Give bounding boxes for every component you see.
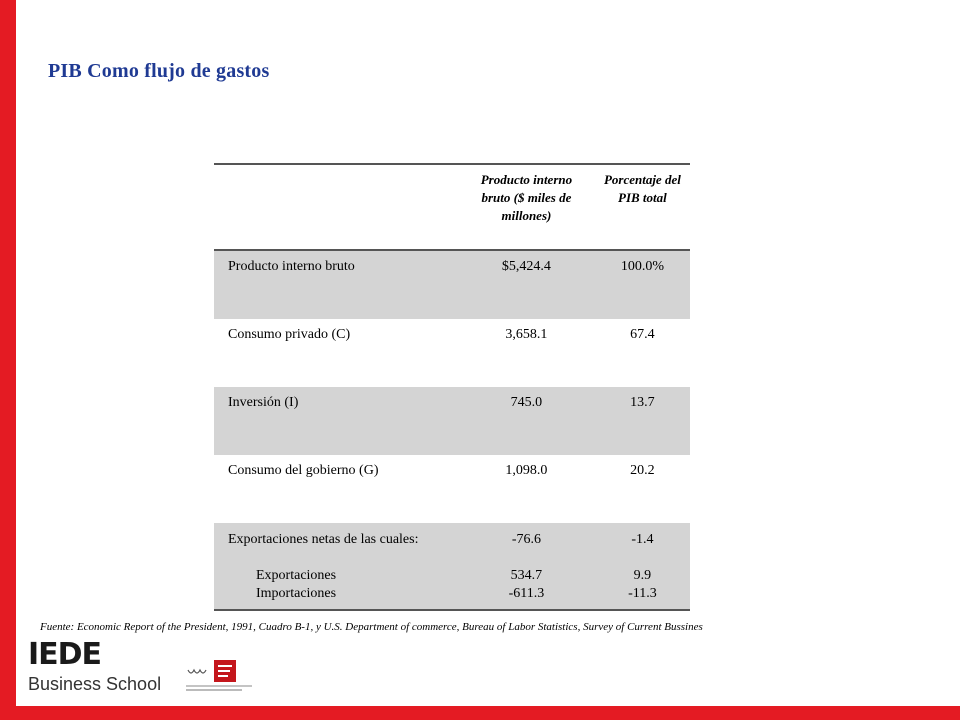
row-label: Exportaciones netas de las cuales: — [228, 532, 419, 547]
source-note: Fuente: Economic Report of the President, 1991, Cuadro B-1, y U.S. Department of commerce, Bureau of Labor Statistics, Survey of Current Bussines — [40, 621, 703, 633]
row-label-group — [214, 523, 458, 610]
gdp-table — [214, 163, 690, 611]
sub-row-percent-exports: 9.9 — [633, 568, 652, 583]
sub-row-label-imports: Importaciones — [256, 586, 337, 601]
row-percent: 13.7 — [595, 387, 690, 455]
header-gdp-percent: Porcentaje del PIB total — [595, 164, 690, 250]
table-row — [214, 523, 690, 610]
row-label: Inversión (I) — [214, 387, 458, 455]
row-value: 1,098.0 — [505, 463, 548, 478]
left-accent-bar — [0, 0, 16, 720]
sub-row-value-imports: -611.3 — [508, 586, 545, 601]
iede-logo-mark: IEDE — [28, 637, 102, 672]
iede-logo — [28, 637, 188, 696]
iede-logo-subtitle: Business School — [28, 674, 162, 694]
bottom-accent-bar — [0, 706, 960, 720]
row-value: -76.6 — [511, 532, 542, 547]
sub-row-value-exports: 534.7 — [510, 568, 543, 583]
table-row — [214, 455, 690, 523]
table-row — [214, 387, 690, 455]
universidad-europea-logo — [184, 656, 254, 694]
row-percent: 20.2 — [630, 463, 655, 478]
row-label: Consumo del gobierno (G) — [228, 463, 379, 478]
row-percent: 100.0% — [595, 250, 690, 319]
table-row — [214, 250, 690, 319]
universidad-europea-logo-icon — [184, 656, 254, 694]
sub-row-percent-imports: -11.3 — [628, 586, 657, 601]
row-percent: 67.4 — [630, 327, 655, 342]
row-percent: -1.4 — [631, 532, 654, 547]
row-value: 745.0 — [458, 387, 595, 455]
row-label: Consumo privado (C) — [228, 327, 351, 342]
sub-row-label-exports: Exportaciones — [256, 568, 337, 583]
header-empty — [214, 164, 458, 250]
row-value-group — [458, 523, 595, 610]
table-header-row — [214, 164, 690, 250]
row-value: $5,424.4 — [458, 250, 595, 319]
row-label: Producto interno bruto — [214, 250, 458, 319]
row-percent-group — [595, 523, 690, 610]
header-gdp-value: Producto interno bruto ($ miles de millones) — [458, 164, 595, 250]
table-row — [214, 319, 690, 387]
row-value: 3,658.1 — [505, 327, 548, 342]
slide-title: PIB Como flujo de gastos — [48, 60, 270, 82]
